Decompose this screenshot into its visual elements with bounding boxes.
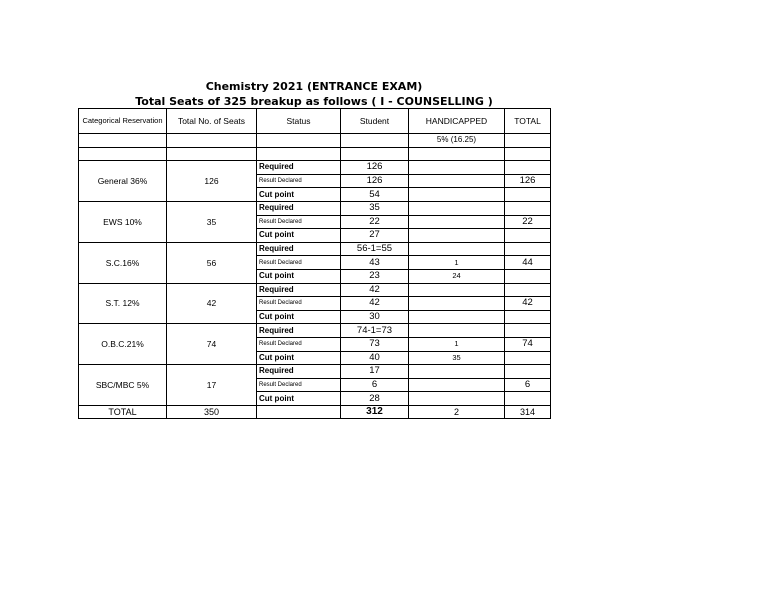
total-cell: 42 xyxy=(505,297,551,311)
student-cell: 27 xyxy=(341,229,409,243)
handicapped-cell xyxy=(409,378,505,392)
status-cell: Result Declared xyxy=(257,337,341,351)
seats-cell: 35 xyxy=(167,201,257,242)
empty-cell xyxy=(257,134,341,148)
seats-cell: 126 xyxy=(167,161,257,202)
column-header-total: TOTAL xyxy=(505,109,551,134)
student-cell: 22 xyxy=(341,215,409,229)
student-cell: 40 xyxy=(341,351,409,365)
handicapped-cell xyxy=(409,242,505,256)
status-cell: Required xyxy=(257,283,341,297)
total-cell: 74 xyxy=(505,337,551,351)
empty-cell xyxy=(505,324,551,338)
empty-cell xyxy=(505,242,551,256)
header-row xyxy=(79,109,551,134)
status-cell: Cut point xyxy=(257,229,341,243)
status-cell: Required xyxy=(257,161,341,175)
handicapped-quota: 5% (16.25) xyxy=(409,134,505,148)
category-cell: EWS 10% xyxy=(79,201,167,242)
seats-cell: 74 xyxy=(167,324,257,365)
empty-cell xyxy=(341,134,409,148)
empty-cell xyxy=(505,351,551,365)
handicapped-cell xyxy=(409,161,505,175)
column-header-status: Status xyxy=(257,109,341,134)
student-cell: 43 xyxy=(341,256,409,270)
student-cell: 73 xyxy=(341,337,409,351)
empty-cell xyxy=(505,147,551,161)
student-cell: 28 xyxy=(341,392,409,406)
status-cell: Result Declared xyxy=(257,256,341,270)
status-cell: Cut point xyxy=(257,188,341,202)
empty-cell xyxy=(79,134,167,148)
seats-cell: 56 xyxy=(167,242,257,283)
status-cell: Result Declared xyxy=(257,215,341,229)
table-row xyxy=(79,365,551,379)
column-header-student: Student xyxy=(341,109,409,134)
handicapped-cell: 1 xyxy=(409,337,505,351)
student-cell: 74-1=73 xyxy=(341,324,409,338)
seats-cell: 17 xyxy=(167,365,257,406)
category-cell: SBC/MBC 5% xyxy=(79,365,167,406)
status-cell: Cut point xyxy=(257,351,341,365)
handicapped-cell xyxy=(409,229,505,243)
empty-cell xyxy=(341,147,409,161)
total-cell: 126 xyxy=(505,174,551,188)
category-cell: O.B.C.21% xyxy=(79,324,167,365)
table-row xyxy=(79,242,551,256)
student-cell: 42 xyxy=(341,283,409,297)
status-cell: Result Declared xyxy=(257,174,341,188)
status-cell: Required xyxy=(257,201,341,215)
table-body xyxy=(79,109,551,419)
category-cell: S.T. 12% xyxy=(79,283,167,324)
column-header-handicapped: HANDICAPPED xyxy=(409,109,505,134)
empty-cell xyxy=(505,134,551,148)
handicapped-cell xyxy=(409,365,505,379)
status-cell: Cut point xyxy=(257,269,341,283)
category-cell: General 36% xyxy=(79,161,167,202)
empty-cell xyxy=(505,188,551,202)
totals-row xyxy=(79,405,551,419)
status-cell: Cut point xyxy=(257,310,341,324)
handicapped-cell xyxy=(409,174,505,188)
subheader-row xyxy=(79,134,551,148)
empty-cell xyxy=(257,405,341,419)
category-cell: S.C.16% xyxy=(79,242,167,283)
handicapped-cell xyxy=(409,297,505,311)
total-cell: 44 xyxy=(505,256,551,270)
column-header-category: Categorical Reservation xyxy=(79,109,167,134)
handicapped-cell: 35 xyxy=(409,351,505,365)
handicapped-cell xyxy=(409,215,505,229)
total-cell: 6 xyxy=(505,378,551,392)
totals-student: 312 xyxy=(341,405,409,419)
handicapped-cell xyxy=(409,324,505,338)
empty-cell xyxy=(505,283,551,297)
student-cell: 42 xyxy=(341,297,409,311)
table-row xyxy=(79,201,551,215)
status-cell: Required xyxy=(257,324,341,338)
totals-seats: 350 xyxy=(167,405,257,419)
empty-cell xyxy=(505,365,551,379)
student-cell: 23 xyxy=(341,269,409,283)
document-title: Chemistry 2021 (ENTRANCE EXAM) xyxy=(205,80,423,93)
student-cell: 126 xyxy=(341,161,409,175)
student-cell: 17 xyxy=(341,365,409,379)
status-cell: Result Declared xyxy=(257,297,341,311)
seats-cell: 42 xyxy=(167,283,257,324)
student-cell: 6 xyxy=(341,378,409,392)
status-cell: Required xyxy=(257,242,341,256)
student-cell: 30 xyxy=(341,310,409,324)
total-cell: 22 xyxy=(505,215,551,229)
table-row xyxy=(79,324,551,338)
handicapped-cell xyxy=(409,310,505,324)
student-cell: 54 xyxy=(341,188,409,202)
column-header-seats: Total No. of Seats xyxy=(167,109,257,134)
handicapped-cell xyxy=(409,283,505,297)
student-cell: 35 xyxy=(341,201,409,215)
document-subtitle: Total Seats of 325 breakup as follows ( I - COUNSELLING ) xyxy=(135,95,493,108)
empty-cell xyxy=(505,161,551,175)
handicapped-cell: 1 xyxy=(409,256,505,270)
student-cell: 56-1=55 xyxy=(341,242,409,256)
empty-cell xyxy=(79,147,167,161)
handicapped-cell xyxy=(409,201,505,215)
empty-cell xyxy=(409,147,505,161)
table-row xyxy=(79,283,551,297)
seat-breakup-table xyxy=(78,108,551,419)
totals-label: TOTAL xyxy=(79,405,167,419)
status-cell: Cut point xyxy=(257,392,341,406)
totals-handicapped: 2 xyxy=(409,405,505,419)
handicapped-cell xyxy=(409,392,505,406)
status-cell: Result Declared xyxy=(257,378,341,392)
empty-cell xyxy=(257,147,341,161)
totals-total: 314 xyxy=(505,405,551,419)
empty-cell xyxy=(505,392,551,406)
handicapped-cell: 24 xyxy=(409,269,505,283)
empty-cell xyxy=(167,134,257,148)
empty-cell xyxy=(167,147,257,161)
status-cell: Required xyxy=(257,365,341,379)
empty-cell xyxy=(505,310,551,324)
handicapped-cell xyxy=(409,188,505,202)
student-cell: 126 xyxy=(341,174,409,188)
spacer-row xyxy=(79,147,551,161)
empty-cell xyxy=(505,229,551,243)
empty-cell xyxy=(505,201,551,215)
empty-cell xyxy=(505,269,551,283)
table-row xyxy=(79,161,551,175)
